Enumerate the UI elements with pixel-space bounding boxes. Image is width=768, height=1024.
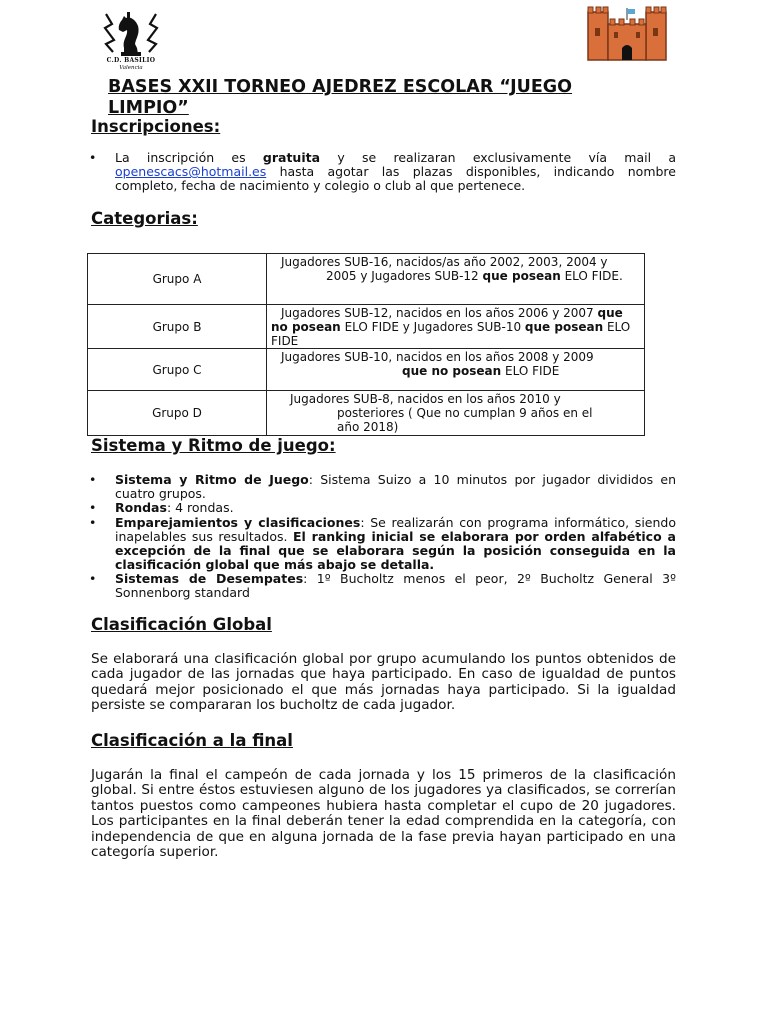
description-line: Jugadores SUB-8, nacidos en los años 2010 y [290,392,561,406]
description-line [271,364,642,378]
grupo-a-cell: Grupo A [88,254,267,305]
bullet-icon: • [89,571,97,586]
table-row [88,254,645,305]
sistema-item [89,472,676,502]
description-text: ELO FIDE [505,364,560,378]
description-bold: que posean [524,320,604,334]
section-heading-inscripciones: Inscripciones: [91,117,221,136]
grupo-c-cell: Grupo C [88,349,267,391]
section-heading-sistema: Sistema y Ritmo de juego: [91,436,336,455]
grupo-a-description [267,254,645,305]
sistema-item [89,500,676,515]
sistema-item-label: Sistemas de Desempates [115,571,304,586]
table-row [88,349,645,391]
email-link[interactable]: openescacs@hotmail.es [115,164,267,180]
bullet-icon: • [89,514,97,530]
description-bold: que no posean [402,364,502,378]
grupo-b-description [267,305,645,349]
section-heading-categorias: Categorias: [91,209,198,228]
castle-icon [584,6,670,62]
description-bold: no posean [271,320,341,334]
description-bold: que [597,306,623,320]
inscripciones-text-1: La inscripción es [115,150,246,165]
categorias-table [87,253,645,436]
description-bold: que posean [482,269,561,283]
description-line: FIDE [271,334,299,348]
description-line [271,306,642,320]
inscripciones-gratuita: gratuita [262,150,321,165]
chess-knight-icon [100,10,162,58]
description-line [271,320,642,334]
description-line: Jugadores SUB-10, nacidos en los años 2008 y 2009 [281,350,594,364]
sistema-item-text: : Se realizarán con programa informático, siendo inapelables sus resultados. [115,514,676,544]
sistema-item-text: : Sistema Suizo a 10 minutos por jugador divididos en cuatro grupos. [115,472,676,502]
clasificacion-global-text: Se elaborará una clasificación global por grupo acumulando los puntos obtenidos de cada jugador de las jornadas que haya participado. En caso de igualdad de puntos quedará mejor posicionado el que más jornadas haya participado. Si la igualdad persiste se compararan los bucholtz de cada jugador. [91,651,676,714]
castle-logo [584,6,670,66]
grupo-c-description [267,349,645,391]
section-heading-clasificacion-global: Clasificación Global [91,615,272,634]
sistema-item-label: Rondas [115,500,167,515]
section-heading-clasificacion-final: Clasificación a la final [91,731,293,750]
sistema-item-label: Sistema y Ritmo de Juego [115,472,309,487]
inscripciones-text-2: y se realizaran exclusivamente vía mail a [337,150,676,165]
sistema-item-bold-tail: El ranking inicial se elaborara por orden alfabético a excepción de la final que se elaborara según la posición conseguida en la clasificación global que más abajo se detalla. [115,528,676,573]
description-line: Jugadores SUB-16, nacidos/as año 2002, 2003, 2004 y [281,255,608,269]
table-row [88,391,645,436]
description-text: ELO FIDE y Jugadores SUB-10 [344,320,522,334]
grupo-d-description [267,391,645,436]
bullet-icon: • [89,500,97,515]
club-logo [100,10,162,72]
description-text: 2005 y Jugadores SUB-12 [326,269,479,283]
description-text: Jugadores SUB-12, nacidos en los años 2006 y 2007 [281,306,594,320]
document-title: BASES XXII TORNEO AJEDREZ ESCOLAR “JUEGO LIMPIO” [108,77,573,118]
bullet-icon: • [89,150,97,165]
bullet-icon: • [89,472,97,487]
description-line: posteriores ( Que no cumplan 9 años en el [337,406,593,420]
sistema-item-label: Emparejamientos y clasificaciones [115,514,361,530]
logo-caption-name: C.D. BASILIO [106,57,156,64]
inscripciones-text-3: hasta agotar las plazas disponibles, indicando nombre completo, fecha de nacimiento y colegio o club al que pertenece. [115,164,676,194]
logo-caption-city: Valencia [119,65,143,71]
description-line: año 2018) [337,420,399,434]
table-row [88,305,645,349]
description-line [271,269,642,283]
sistema-item-text: : 1º Bucholtz menos el peor, 2º Bucholtz General 3º Sonnenborg standard [115,571,676,601]
sistema-item [89,571,676,601]
description-text: ELO [606,320,631,334]
description-text: ELO FIDE. [564,269,623,283]
grupo-d-cell: Grupo D [88,391,267,436]
inscripciones-item [89,150,676,194]
grupo-b-cell: Grupo B [88,305,267,349]
sistema-item-text: : 4 rondas. [166,500,234,515]
sistema-item [89,514,676,573]
clasificacion-final-text: Jugarán la final el campeón de cada jornada y los 15 primeros de la clasificación global. Si entre éstos estuviesen alguno de los jugadores ya clasificados, se correrían tantos puestos como campeones hubiera hasta completar el cupo de 20 jugadores. Los participantes en la final deberán tener la edad comprendida en la categoría, con independencia de que en alguna jornada de la fase previa hayan participado en una categoría superior. [91,767,676,861]
